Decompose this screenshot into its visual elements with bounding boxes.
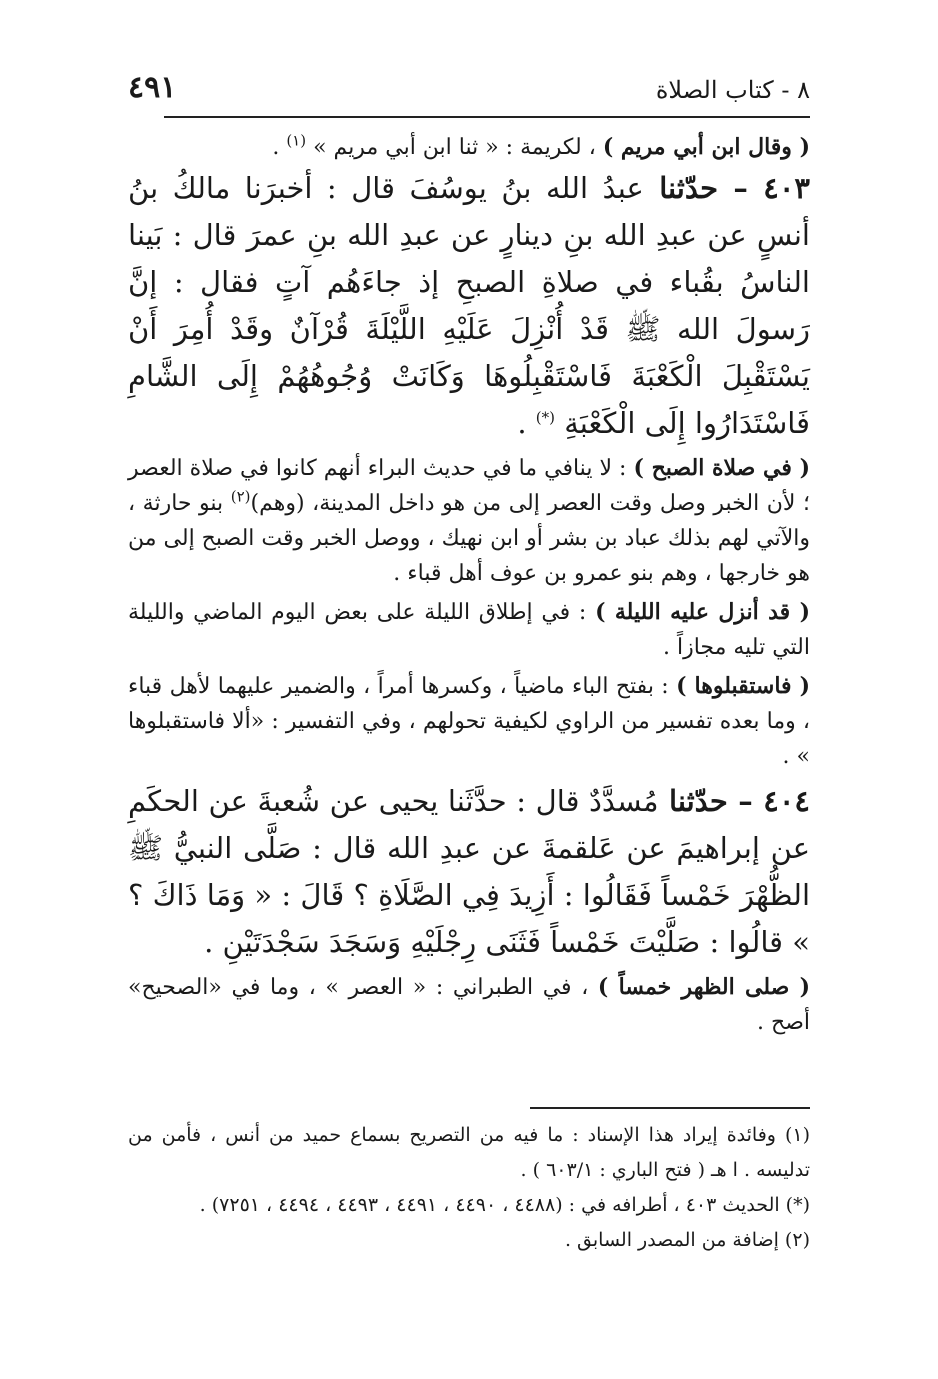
comment-zuhr-lead: ( صلى الظهر خمساً )	[597, 974, 810, 1000]
hadith-403-number: ٤٠٣ –	[733, 171, 810, 205]
comment-laila-lead: ( قد أنزل عليه الليلة )	[595, 599, 810, 625]
hadith-403-text: عبدُ الله بنُ يوسُفَ قال : أخبرَنا مالكُ بنُ أنسٍ عن عبدِ الله بنِ دينارٍ عن عبدِ الله بنِ عمرَ قال : بَينا الناسُ بقُباء في صلاةِ الصبحِ إذ جاءَهُم آتٍ فقال : إنَّ رَسولَ الله ﷺ قَدْ أُنْزِلَ عَلَيْهِ اللَّيْلَةَ قُرْآنٌ وقَدْ أُمِرَ أَنْ يَسْتَقْبِلَ الْكَعْبَةَ فَاسْتَقْبِلُوهَا وَكَانَتْ وُجُوهُهُمْ إِلَى الشَّامِ فَاسْتَدَارُوا إِلَى الْكَعْبَةِ	[128, 171, 810, 440]
footnote-rule	[530, 1107, 810, 1109]
comment-sobh-text: : لا ينافي ما في حديث البراء أنهم كانوا في صلاة العصر ؛ لأن الخبر وصل وقت العصر إلى من هو داخل المدينة، (وهم)	[128, 456, 810, 516]
header-rule	[164, 116, 810, 118]
comment-istaqbiluha	[128, 669, 810, 774]
hadith-404	[128, 778, 810, 966]
footnote-ref-1[interactable]: (١)	[286, 131, 307, 150]
comment-istaqbiluha-text: : بفتح الباء ماضياً ، وكسرها أمراً ، والضمير عليهما لأهل قباء ، وما بعده تفسير من الراوي لكيفية تحولهم ، وفي التفسير : «ألا فاستقبلوها » .	[128, 674, 810, 769]
comment-istaqbiluha-lead: ( فاستقبلوها )	[676, 673, 810, 699]
intro-tail: .	[272, 135, 287, 160]
comment-sobh-text2: بنو حارثة ، والآتي لهم بذلك عباد بن بشر أو ابن نهيك ، ووصل الخبر وقت الصبح إلى من هو خارجها ، وهم بنو عمرو بن عوف أهل قباء .	[128, 491, 810, 586]
comment-sobh-lead: ( في صلاة الصبح )	[633, 455, 810, 481]
comment-laila	[128, 595, 810, 665]
main-text	[128, 126, 810, 1040]
comment-zuhr-text: ، في الطبراني : « العصر » ، وما في «الصحيح» أصح .	[128, 975, 810, 1035]
footnote-1: (١) وفائدة إيراد هذا الإسناد : ما فيه من التصريح بسماع حميد من أنس ، فأمن من تدليسه . ا هـ ( فتح الباري : ٦٠٣/١ ) .	[128, 1124, 810, 1181]
comment-laila-text: : في إطلاق الليلة على بعض اليوم الماضي والليلة التي تليه مجازاً .	[128, 600, 810, 660]
intro-comment	[128, 130, 810, 165]
hadith-404-text: مُسدَّدٌ قال : حدَّثَنا يحيى عن شُعبةَ عن الحكَمِ عن إبراهيمَ عن عَلقمةَ عن عبدِ الله قال : صَلَّى النبيُّ ﷺ الظُّهْرَ خَمْساً فَقَالُوا : أَزِيدَ فِي الصَّلَاةِ ؟ قَالَ : « وَمَا ذَاكَ ؟ » قالُوا : صَلَّيْتَ خَمْساً فَثَنَى رِجْلَيْهِ وَسَجَدَ سَجْدَتَيْنِ .	[128, 784, 810, 959]
comment-sobh	[128, 451, 810, 591]
footnote-star: (*) الحديث ٤٠٣ ، أطرافه في : (٤٤٨٨ ، ٤٤٩٠ ، ٤٤٩١ ، ٤٤٩٣ ، ٤٤٩٤ ، ٧٢٥١) .	[199, 1194, 810, 1216]
hadith-403	[128, 165, 810, 447]
footnotes	[128, 1118, 810, 1258]
hadith-403-tail: .	[517, 406, 536, 440]
comment-zuhr	[128, 970, 810, 1040]
footnote-2: (٢) إضافة من المصدر السابق .	[564, 1229, 810, 1251]
hadith-403-isnad: حدّثنا	[643, 171, 734, 205]
page-number: ٤٩١	[128, 70, 177, 105]
footnote-ref-star[interactable]: (*)	[535, 408, 555, 427]
hadith-404-number: ٤٠٤ –	[738, 784, 810, 818]
hadith-404-isnad: حدّثنا	[658, 784, 739, 818]
intro-text: ، لكريمة : « ثنا ابن أبي مريم »	[313, 135, 603, 160]
intro-lead: ( وقال ابن أبي مريم )	[602, 134, 810, 160]
running-title: ٨ - كتاب الصلاة	[655, 76, 810, 104]
footnote-ref-2[interactable]: (٢)	[230, 487, 251, 506]
